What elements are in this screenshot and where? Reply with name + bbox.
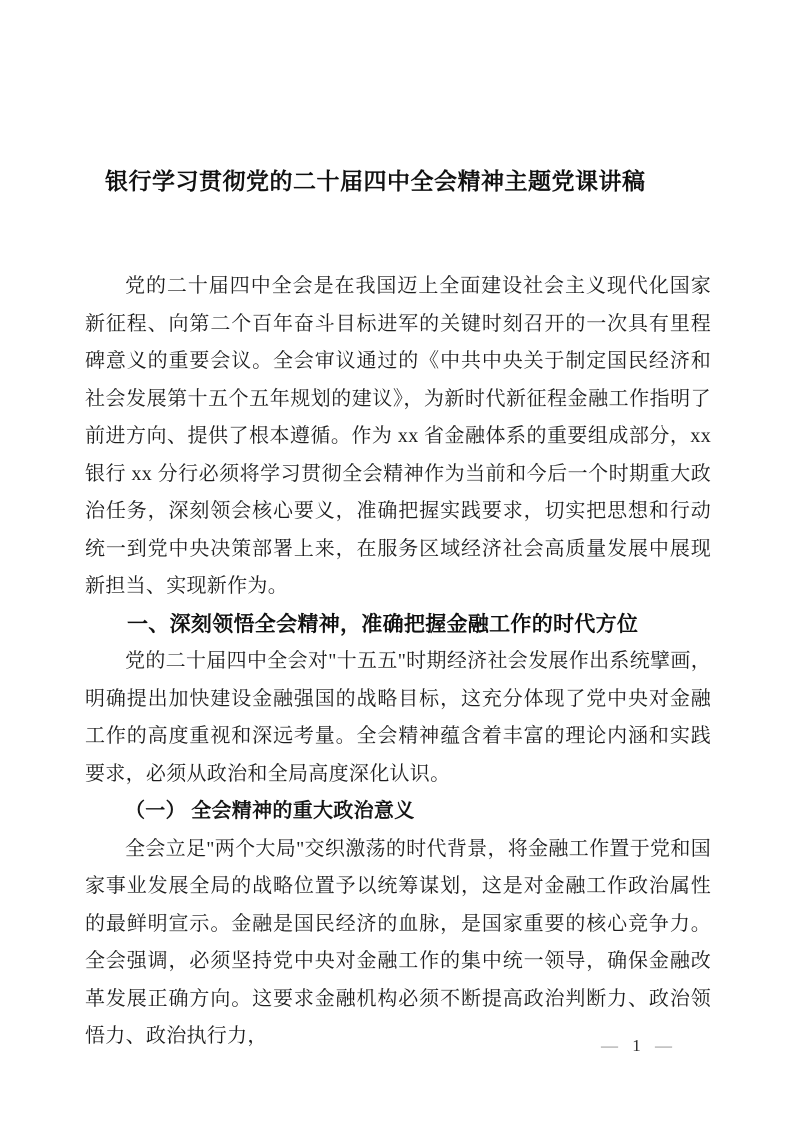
page-number-footer — [601, 1037, 672, 1054]
paragraph-section-1: 党的二十届四中全会对"十五五"时期经济社会发展作出系统擘画，明确提出加快建设金融强国的战略目标，这充分体现了党中央对金融工作的高度重视和深远考量。全会精神蕴含着丰富的理论内涵和实践要求，必须从政治和全局高度深化认识。 — [85, 650, 711, 785]
paragraph-subsection-1-1: 全会立足"两个大局"交织激荡的时代背景，将金融工作置于党和国家事业发展全局的战略位置予以统筹谋划，这是对金融工作政治属性的最鲜明宣示。金融是国民经济的血脉，是国家重要的核心竞争力。全会强调，必须坚持党中央对金融工作的集中统一领导，确保金融改革发展正确方向。这要求金融机构必须不断提高政治判断力、政治领悟力、政治执行力， — [85, 837, 711, 1047]
page-number-dash-right: — — [655, 1036, 672, 1055]
paragraph-intro: 党的二十届四中全会是在我国迈上全面建设社会主义现代化国家新征程、向第二个百年奋斗目标进军的关键时刻召开的一次具有里程碑意义的重要会议。全会审议通过的《中共中央关于制定国民经济和社会发展第十五个五年规划的建议》，为新时代新征程金融工作指明了前进方向、提供了根本遵循。作为 xx 省金融体系的重要组成部分，xx 银行 xx 分行必须将学习贯彻全会精神作为当前和今后一个时期重大政治任务，深刻领会核心要义，准确把握实践要求，切实把思想和行动统一到党中央决策部署上来，在服务区域经济社会高质量发展中展现新担当、实现新作为。 — [85, 275, 711, 597]
section-heading-1: 一、深刻领悟全会精神，准确把握金融工作的时代方位 — [127, 612, 639, 636]
page-number-dash-left: — — [601, 1036, 618, 1055]
document-title: 银行学习贯彻党的二十届四中全会精神主题党课讲稿 — [105, 168, 646, 194]
page-number-value: 1 — [632, 1036, 641, 1055]
subsection-heading-1-1: （一） 全会精神的重大政治意义 — [125, 800, 415, 822]
